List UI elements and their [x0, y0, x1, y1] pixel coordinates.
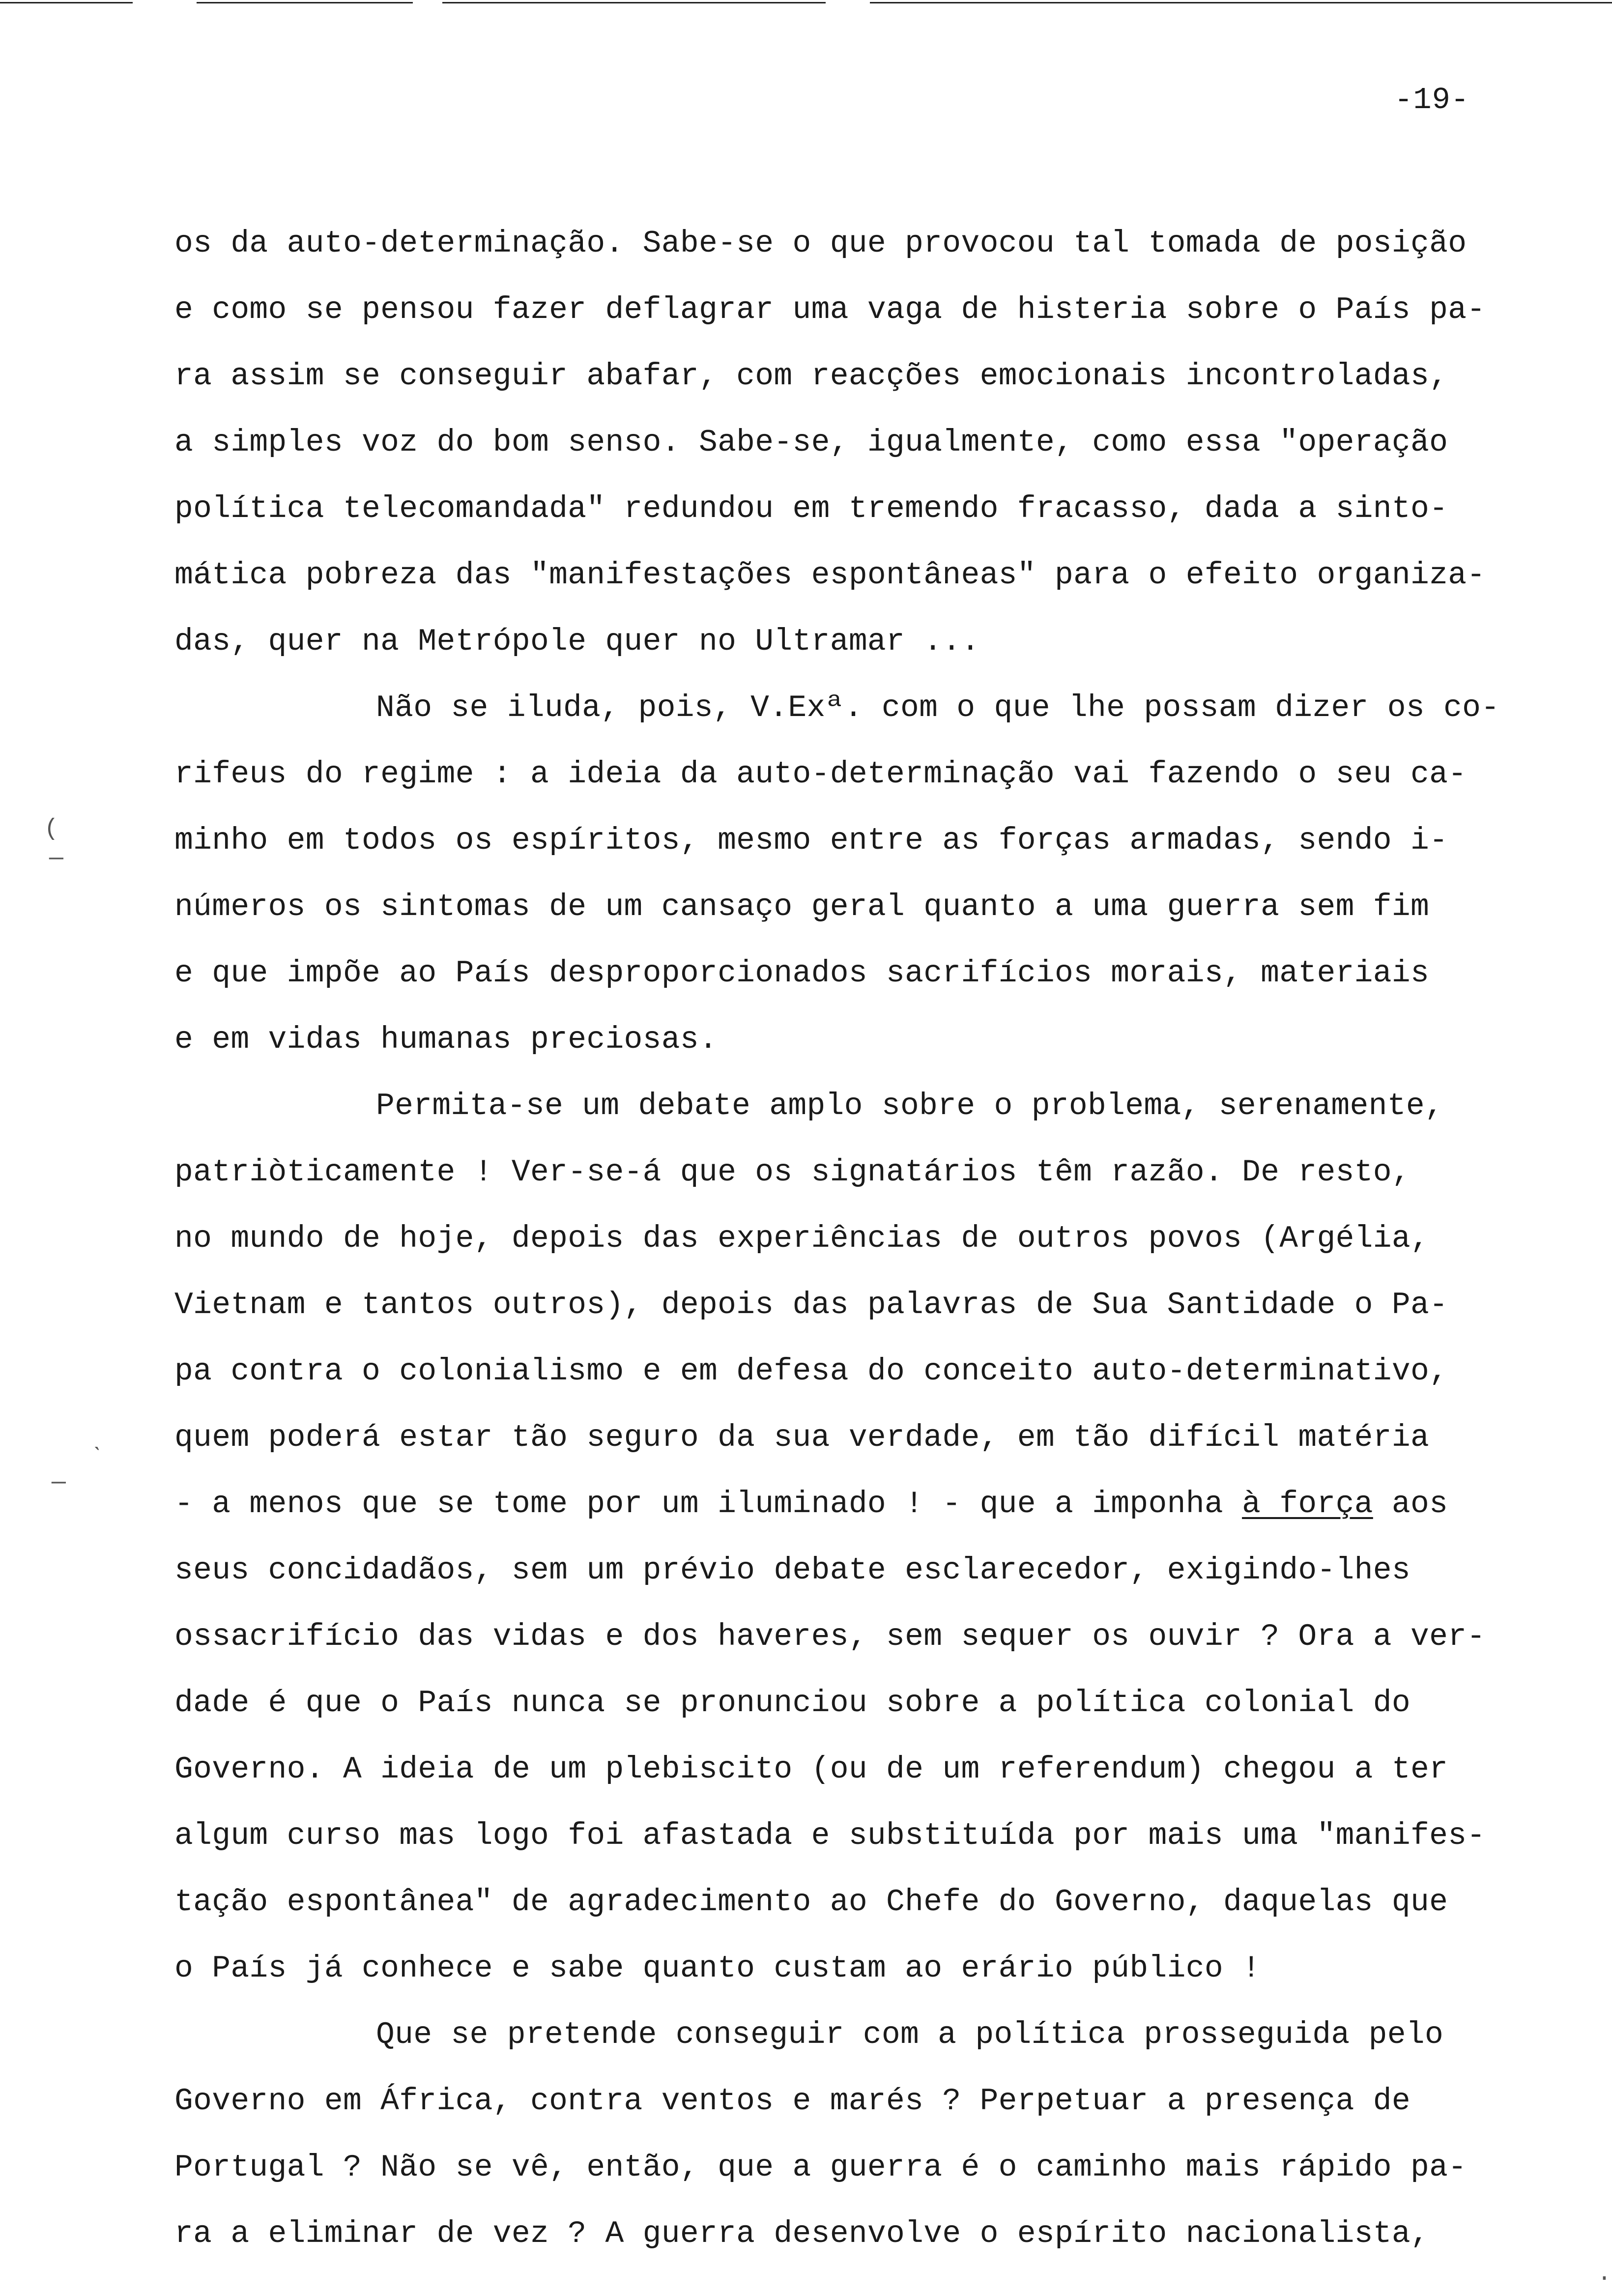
text-line [174, 1471, 1585, 1537]
text-line [174, 2002, 1585, 2068]
line-text: os da auto-determinação. Sabe-se o que provocou tal tomada de posição [174, 226, 1467, 261]
line-text: - a menos que se tome por um iluminado ! - que a imponha [174, 1487, 1242, 1521]
page-number: -19- [1394, 83, 1469, 117]
margin-mark: ˋ [91, 1445, 105, 1471]
text-line [174, 542, 1585, 608]
text-line [174, 940, 1585, 1006]
line-text: Vietnam e tantos outros), depois das palavras de Sua Santidade o Pa- [174, 1288, 1448, 1322]
text-line [174, 675, 1585, 741]
line-text: o País já conhece e sabe quanto custam ao erário público ! [174, 1951, 1261, 1986]
text-line [174, 1604, 1585, 1670]
line-text: Que se pretende conseguir com a política prosseguida pelo [376, 2017, 1444, 2052]
margin-mark: — [49, 845, 63, 872]
line-text: dade é que o País nunca se pronunciou sobre a política colonial do [174, 1686, 1411, 1721]
text-line [174, 1736, 1585, 1803]
line-text: minho em todos os espíritos, mesmo entre as forças armadas, sendo i- [174, 823, 1448, 858]
margin-mark: ( [44, 816, 58, 842]
letter-body [174, 210, 1585, 2267]
text-line [174, 1338, 1585, 1405]
line-text: mática pobreza das "manifestações espontâneas" para o efeito organiza- [174, 558, 1486, 593]
text-line [174, 476, 1585, 542]
line-text: a simples voz do bom senso. Sabe-se, igualmente, como essa "operação [174, 425, 1448, 460]
top-edge-line [0, 2, 133, 3]
text-line [174, 409, 1585, 476]
top-edge-line [442, 2, 826, 3]
text-line [174, 807, 1585, 874]
line-text-after: aos [1373, 1487, 1448, 1521]
text-line [174, 608, 1585, 675]
text-line [174, 343, 1585, 409]
line-text: tação espontânea" de agradecimento ao Chefe do Governo, daquelas que [174, 1885, 1448, 1920]
top-edge-line [870, 2, 1612, 3]
top-edge-line [197, 2, 413, 3]
underlined-text: à força [1242, 1487, 1373, 1521]
line-text: Não se iluda, pois, V.Exª. com o que lhe possam dizer os co- [376, 690, 1500, 725]
text-line [174, 1272, 1585, 1338]
line-text: ra assim se conseguir abafar, com reacções emocionais incontroladas, [174, 359, 1448, 394]
line-text: patriòticamente ! Ver-se-á que os signatários têm razão. De resto, [174, 1155, 1411, 1190]
line-text: Governo em África, contra ventos e marés ? Perpetuar a presença de [174, 2084, 1411, 2119]
text-line [174, 741, 1585, 807]
line-text: no mundo de hoje, depois das experiências de outros povos (Argélia, [174, 1221, 1430, 1256]
text-line [174, 1803, 1585, 1869]
line-text: seus concidadãos, sem um prévio debate esclarecedor, exigindo-lhes [174, 1553, 1411, 1588]
line-text: rifeus do regime : a ideia da auto-determinação vai fazendo o seu ca- [174, 757, 1467, 792]
text-line [174, 2068, 1585, 2134]
margin-mark: — [52, 1469, 66, 1496]
line-text: Governo. A ideia de um plebiscito (ou de um referendum) chegou a ter [174, 1752, 1448, 1787]
text-line [174, 1139, 1585, 1205]
line-text: números os sintomas de um cansaço geral quanto a uma guerra sem fim [174, 890, 1430, 924]
text-line [174, 2134, 1585, 2201]
line-text: Portugal ? Não se vê, então, que a guerra é o caminho mais rápido pa- [174, 2150, 1467, 2185]
line-text: ra a eliminar de vez ? A guerra desenvolve o espírito nacionalista, [174, 2216, 1430, 2251]
line-text: Permita-se um debate amplo sobre o problema, serenamente, [376, 1089, 1444, 1123]
text-line [174, 1869, 1585, 1935]
text-line [174, 1537, 1585, 1604]
line-text: pa contra o colonialismo e em defesa do conceito auto-determinativo, [174, 1354, 1448, 1389]
text-line [174, 1006, 1585, 1073]
text-line [174, 1073, 1585, 1139]
text-line [174, 1405, 1585, 1471]
text-line [174, 1935, 1585, 2002]
text-line [174, 2201, 1585, 2267]
text-line [174, 277, 1585, 343]
line-text: política telecomandada" redundou em tremendo fracasso, dada a sinto- [174, 491, 1448, 526]
line-text: quem poderá estar tão seguro da sua verdade, em tão difícil matéria [174, 1420, 1430, 1455]
text-line [174, 874, 1585, 940]
text-line [174, 1205, 1585, 1272]
line-text: e como se pensou fazer deflagrar uma vaga de histeria sobre o País pa- [174, 292, 1486, 327]
text-line [174, 1670, 1585, 1736]
margin-mark: . [1597, 2261, 1612, 2287]
line-text: algum curso mas logo foi afastada e substituída por mais uma "manifes- [174, 1818, 1486, 1853]
line-text: ossacrifício das vidas e dos haveres, sem sequer os ouvir ? Ora a ver- [174, 1619, 1486, 1654]
text-line [174, 210, 1585, 277]
line-text: das, quer na Metrópole quer no Ultramar ... [174, 624, 980, 659]
line-text: e em vidas humanas preciosas. [174, 1022, 718, 1057]
line-text: e que impõe ao País desproporcionados sacrifícios morais, materiais [174, 956, 1430, 991]
